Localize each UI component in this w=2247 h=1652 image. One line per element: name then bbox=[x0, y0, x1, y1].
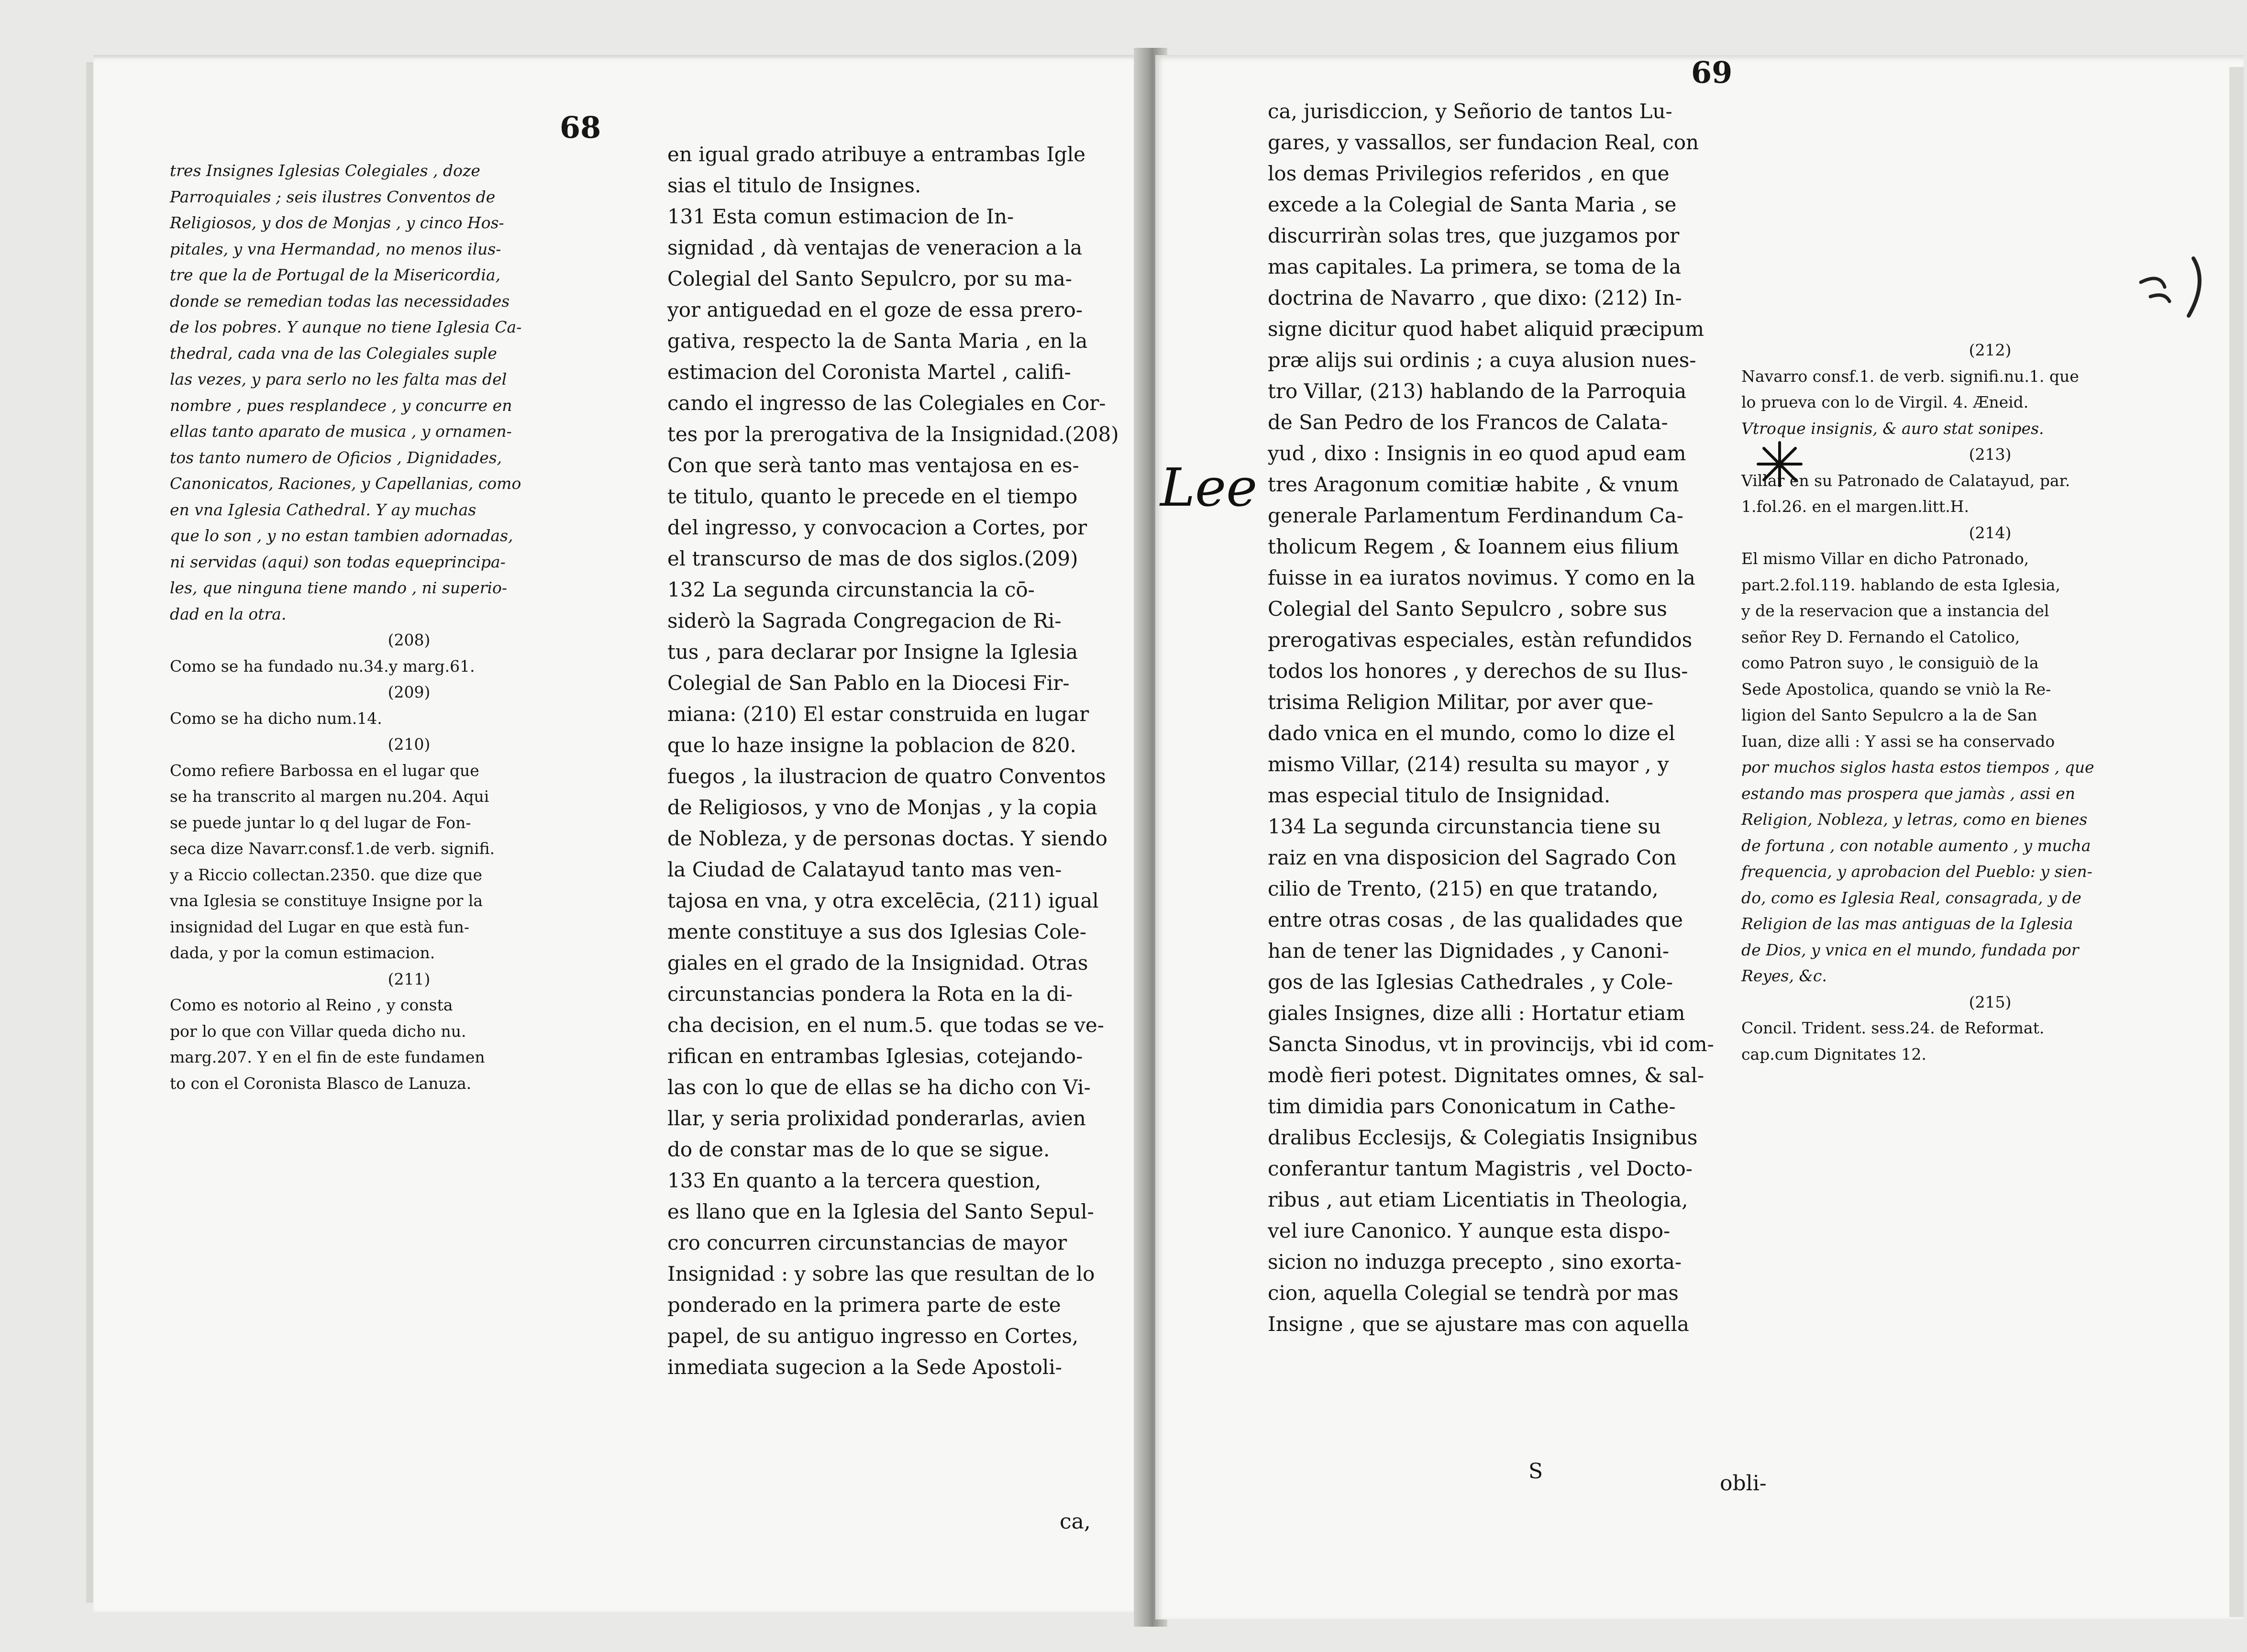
text-line: dad en la otra. bbox=[170, 604, 287, 623]
text-line: discurriràn solas tres, que juzgamos por bbox=[1268, 224, 1680, 247]
text-line: insignidad del Lugar en que està fun- bbox=[170, 917, 470, 936]
text-line: del ingresso, y convocacion a Cortes, por bbox=[667, 516, 1087, 539]
text-line: tro Villar, (213) hablando de la Parroquia bbox=[1268, 379, 1687, 403]
asterisk-mark-icon bbox=[1753, 438, 1806, 490]
text-line: el transcurso de mas de dos siglos.(209) bbox=[667, 547, 1078, 570]
text-line: los demas Privilegios referidos , en que bbox=[1268, 162, 1670, 185]
text-line: cion, aquella Colegial se tendrà por mas bbox=[1268, 1281, 1679, 1305]
text-line: cap.cum Dignitates 12. bbox=[1741, 1044, 1926, 1064]
page-number-left: 68 bbox=[560, 110, 601, 145]
text-line: han de tener las Dignidades , y Canoni- bbox=[1268, 939, 1670, 963]
text-line: Religion, Nobleza, y letras, como en bienes bbox=[1741, 810, 2088, 829]
text-line: por muchos siglos hasta estos tiempos , que bbox=[1741, 758, 2094, 776]
text-line: las con lo que de ellas se ha dicho con Vi- bbox=[667, 1075, 1091, 1099]
text-line: signidad , dà ventajas de veneracion a la bbox=[667, 236, 1083, 259]
text-line: ellas tanto aparato de musica , y ornamen- bbox=[170, 422, 512, 441]
text-line: circunstancias pondera la Rota en la di- bbox=[667, 982, 1073, 1006]
text-line: conferantur tantum Magistris , vel Docto- bbox=[1268, 1157, 1693, 1180]
page-number-right: 69 bbox=[1691, 55, 1733, 90]
text-line: siderò la Sagrada Congregacion de Ri- bbox=[667, 609, 1062, 632]
text-line: es llano que en la Iglesia del Santo Sepul- bbox=[667, 1200, 1094, 1223]
text-line: pitales, y vna Hermandad, no menos ilus- bbox=[170, 239, 501, 258]
text-line: cha decision, en el num.5. que todas se ve- bbox=[667, 1013, 1104, 1037]
text-line: vna Iglesia se constituye Insigne por la bbox=[170, 891, 483, 910]
text-line: vel iure Canonico. Y aunque esta dispo- bbox=[1268, 1219, 1671, 1242]
text-line: ni servidas (aqui) son todas equeprincipa- bbox=[170, 552, 506, 571]
text-line: estimacion del Coronista Martel , califi- bbox=[667, 360, 1071, 384]
text-line: mente constituye a sus dos Iglesias Cole- bbox=[667, 920, 1086, 943]
text-line: rifican en entrambas Iglesias, cotejando- bbox=[667, 1044, 1083, 1068]
text-line: 1.fol.26. en el margen.litt.H. bbox=[1741, 497, 1969, 516]
text-line: mas capitales. La primera, se toma de la bbox=[1268, 255, 1681, 278]
text-line: Colegial del Santo Sepulcro , sobre sus bbox=[1268, 597, 1667, 621]
text-line: tres Aragonum comitiæ habite , & vnum bbox=[1268, 473, 1679, 496]
text-line: todos los honores , y derechos de su Ilus- bbox=[1268, 659, 1688, 683]
left-page bbox=[93, 55, 1141, 1612]
text-line: dralibus Ecclesijs, & Colegiatis Insignibus bbox=[1268, 1126, 1698, 1149]
text-line: tim dimidia pars Cononicatum in Cathe- bbox=[1268, 1095, 1676, 1118]
text-line: de Religiosos, y vno de Monjas , y la copia bbox=[667, 796, 1097, 819]
text-line: nombre , pues resplandece , y concurre en bbox=[170, 396, 512, 415]
text-line: 134 La segunda circunstancia tiene su bbox=[1268, 815, 1661, 838]
text-line: (212) bbox=[1969, 341, 2012, 359]
margin-notes-left bbox=[170, 158, 648, 1097]
text-line: Navarro consf.1. de verb. signifi.nu.1. que bbox=[1741, 366, 2079, 386]
text-line: se puede juntar lo q del lugar de Fon- bbox=[170, 813, 471, 832]
text-line: Villar en su Patronado de Calatayud, par. bbox=[1741, 471, 2070, 490]
text-line: generale Parlamentum Ferdinandum Ca- bbox=[1268, 504, 1683, 527]
text-line: cilio de Trento, (215) en que tratando, bbox=[1268, 877, 1659, 900]
text-line: como Patron suyo , le consiguiò de la bbox=[1741, 654, 2039, 672]
text-line: señor Rey D. Fernando el Catolico, bbox=[1741, 627, 2020, 646]
text-line: sias el titulo de Insignes. bbox=[667, 174, 921, 197]
text-line: (215) bbox=[1969, 992, 2012, 1011]
text-line: prerogativas especiales, estàn refundidos bbox=[1268, 628, 1693, 652]
text-line: modè fieri potest. Dignitates omnes, & sal- bbox=[1268, 1064, 1705, 1087]
text-line: donde se remedian todas las necessidades bbox=[170, 291, 510, 310]
text-line: signe dicitur quod habet aliquid præcipum bbox=[1268, 317, 1704, 341]
text-line: fuisse in ea iuratos novimus. Y como en la bbox=[1268, 566, 1695, 589]
margin-notes-right bbox=[1741, 337, 2239, 1067]
catchword-left: ca, bbox=[1060, 1509, 1091, 1534]
text-line: mismo Villar, (214) resulta su mayor , y bbox=[1268, 753, 1669, 776]
text-line: gos de las Iglesias Cathedrales , y Cole- bbox=[1268, 970, 1673, 994]
text-line: gares, y vassallos, ser fundacion Real, con bbox=[1268, 131, 1699, 154]
text-line: les, que ninguna tiene mando , ni superio- bbox=[170, 578, 508, 597]
text-line: tajosa en vna, y otra excelēcia, (211) igual bbox=[667, 889, 1099, 912]
text-line: Insignidad : y sobre las que resultan de lo bbox=[667, 1262, 1095, 1286]
text-line: mas especial titulo de Insignidad. bbox=[1268, 784, 1611, 807]
text-line: Reyes, &c. bbox=[1741, 966, 1827, 985]
text-line: do de constar mas de lo que se sigue. bbox=[667, 1138, 1050, 1161]
text-line: sicion no induzga precepto , sino exorta- bbox=[1268, 1250, 1682, 1274]
text-line: miana: (210) El estar construida en lugar bbox=[667, 702, 1089, 726]
text-line: tres Insignes Iglesias Colegiales , doze bbox=[170, 161, 480, 180]
text-line: Sancta Sinodus, vt in provincijs, vbi id com- bbox=[1268, 1032, 1714, 1056]
text-line: se ha transcrito al margen nu.204. Aqui bbox=[170, 787, 489, 806]
text-line: llar, y seria prolixidad ponderarlas, avien bbox=[667, 1107, 1086, 1130]
text-line: de Dios, y vnica en el mundo, fundada por bbox=[1741, 940, 2079, 959]
text-line: y a Riccio collectan.2350. que dize que bbox=[170, 865, 483, 884]
text-line: thedral, cada vna de las Colegiales suple bbox=[170, 344, 497, 363]
text-line: Sede Apostolica, quando se vniò la Re- bbox=[1741, 679, 2051, 698]
text-line: præ alijs sui ordinis ; a cuya alusion nues- bbox=[1268, 348, 1696, 372]
text-line: (214) bbox=[1969, 523, 2012, 542]
text-line: Como se ha fundado nu.34.y marg.61. bbox=[170, 656, 475, 676]
text-line: ponderado en la primera parte de este bbox=[667, 1293, 1061, 1317]
text-line: seca dize Navarr.consf.1.de verb. signifi. bbox=[170, 839, 495, 858]
text-line: de los pobres. Y aunque no tiene Iglesia Ca- bbox=[170, 318, 522, 336]
main-text-left bbox=[667, 139, 1127, 1383]
text-line: trisima Religion Militar, por aver que- bbox=[1268, 690, 1653, 714]
text-line: ribus , aut etiam Licentiatis in Theologia, bbox=[1268, 1188, 1688, 1211]
text-line: dado vnica en el mundo, como lo dize el bbox=[1268, 721, 1675, 745]
text-line: (208) bbox=[387, 631, 431, 649]
text-line: la Ciudad de Calatayud tanto mas ven- bbox=[667, 858, 1062, 881]
text-line: giales Insignes, dize alli : Hortatur etiam bbox=[1268, 1001, 1685, 1025]
text-line: ca, jurisdiccion, y Señorio de tantos Lu- bbox=[1268, 100, 1672, 123]
text-line: en igual grado atribuye a entrambas Igle bbox=[667, 143, 1085, 166]
text-line: Insigne , que se ajustare mas con aquella bbox=[1268, 1312, 1689, 1336]
text-line: raiz en vna disposicion del Sagrado Con bbox=[1268, 846, 1677, 869]
text-line: (210) bbox=[387, 735, 431, 754]
text-line: El mismo Villar en dicho Patronado, bbox=[1741, 549, 2029, 568]
text-line: fuegos , la ilustracion de quatro Conventos bbox=[667, 765, 1106, 788]
text-line: giales en el grado de la Insignidad. Otras bbox=[667, 951, 1088, 975]
text-line: entre otras cosas , de las qualidades que bbox=[1268, 908, 1683, 931]
text-line: Concil. Trident. sess.24. de Reformat. bbox=[1741, 1019, 2045, 1037]
text-line: frequencia, y aprobacion del Pueblo: y sien- bbox=[1741, 862, 2092, 881]
text-line: 131 Esta comun estimacion de In- bbox=[667, 205, 1014, 228]
text-line: marg.207. Y en el fin de este fundamen bbox=[170, 1048, 485, 1066]
text-line: las vezes, y para serlo no les falta mas del bbox=[170, 370, 507, 388]
signature-mark: S bbox=[1528, 1459, 1543, 1484]
text-line: Colegial del Santo Sepulcro, por su ma- bbox=[667, 267, 1072, 290]
text-line: Iuan, dize alli : Y assi se ha conservado bbox=[1741, 732, 2055, 751]
text-line: de fortuna , con notable aumento , y mucha bbox=[1741, 836, 2091, 855]
text-line: yor antiguedad en el goze de essa prero- bbox=[667, 298, 1083, 322]
text-line: tus , para declarar por Insigne la Iglesia bbox=[667, 640, 1078, 664]
text-line: excede a la Colegial de Santa Maria , se bbox=[1268, 193, 1677, 216]
text-line: cro concurren circunstancias de mayor bbox=[667, 1231, 1067, 1254]
text-line: cando el ingresso de las Colegiales en Cor- bbox=[667, 391, 1106, 415]
catchword-right: obli- bbox=[1720, 1471, 1767, 1496]
text-line: de San Pedro de los Francos de Calata- bbox=[1268, 410, 1668, 434]
pen-stroke-mark-icon bbox=[2131, 244, 2217, 330]
text-line: Canonicatos, Raciones, y Capellanias, como bbox=[170, 474, 521, 493]
text-line: tre que la de Portugal de la Misericordia, bbox=[170, 266, 501, 284]
text-line: (211) bbox=[387, 969, 431, 988]
text-line: ligion del Santo Sepulcro a la de San bbox=[1741, 706, 2037, 724]
text-line: en vna Iglesia Cathedral. Y ay muchas bbox=[170, 500, 476, 519]
text-line: doctrina de Navarro , que dixo: (212) In- bbox=[1268, 286, 1682, 310]
text-line: 132 La segunda circunstancia la cō- bbox=[667, 578, 1035, 601]
text-line: por lo que con Villar queda dicho nu. bbox=[170, 1021, 466, 1041]
text-line: estando mas prospera que jamàs , assi en bbox=[1741, 784, 2075, 803]
text-line: Con que serà tanto mas ventajosa en es- bbox=[667, 454, 1079, 477]
text-line: Como es notorio al Reino , y consta bbox=[170, 996, 453, 1014]
text-line: Parroquiales ; seis ilustres Conventos de bbox=[170, 187, 496, 206]
text-line: tholicum Regem , & Ioannem eius filium bbox=[1268, 535, 1679, 558]
text-line: 133 En quanto a la tercera question, bbox=[667, 1169, 1041, 1192]
text-line: y de la reservacion que a instancia del bbox=[1741, 601, 2049, 620]
text-line: papel, de su antiguo ingresso en Cortes, bbox=[667, 1324, 1079, 1348]
text-line: gativa, respecto la de Santa Maria , en la bbox=[667, 329, 1088, 353]
text-line: (213) bbox=[1969, 445, 2012, 464]
text-line: que lo haze insigne la poblacion de 820. bbox=[667, 733, 1076, 757]
text-line: Religiosos, y dos de Monjas , y cinco Hos- bbox=[170, 213, 504, 232]
text-line: yud , dixo : Insignis in eo quod apud eam bbox=[1268, 442, 1686, 465]
text-line: tos tanto numero de Oficios , Dignidades, bbox=[170, 448, 502, 467]
right-page-edge bbox=[2229, 67, 2244, 1617]
text-line: Colegial de San Pablo en la Diocesi Fir- bbox=[667, 671, 1070, 695]
text-line: Como refiere Barbossa en el lugar que bbox=[170, 761, 479, 780]
handwritten-note: Lee bbox=[1160, 457, 1258, 518]
text-line: part.2.fol.119. hablando de esta Iglesia, bbox=[1741, 575, 2060, 594]
text-line: te titulo, quanto le precede en el tiempo bbox=[667, 485, 1078, 508]
text-line: do, como es Iglesia Real, consagrada, y de bbox=[1741, 888, 2081, 907]
text-line: (209) bbox=[387, 683, 431, 701]
text-line: dada, y por la comun estimacion. bbox=[170, 943, 435, 962]
text-line: que lo son , y no estan tambien adornadas, bbox=[170, 526, 513, 545]
right-page bbox=[1155, 55, 2244, 1619]
text-line: de Nobleza, y de personas doctas. Y siendo bbox=[667, 827, 1108, 850]
text-line: Vtroque insignis, & auro stat sonipes. bbox=[1741, 419, 2044, 438]
text-line: tes por la prerogativa de la Insignidad.(208) bbox=[667, 422, 1119, 446]
text-line: Como se ha dicho num.14. bbox=[170, 709, 382, 728]
text-line: Religion de las mas antiguas de la Iglesia bbox=[1741, 914, 2073, 933]
text-line: to con el Coronista Blasco de Lanuza. bbox=[170, 1074, 472, 1093]
text-line: inmediata sugecion a la Sede Apostoli- bbox=[667, 1355, 1062, 1379]
text-line: lo prueva con lo de Virgil. 4. Æneid. bbox=[1741, 393, 2029, 411]
